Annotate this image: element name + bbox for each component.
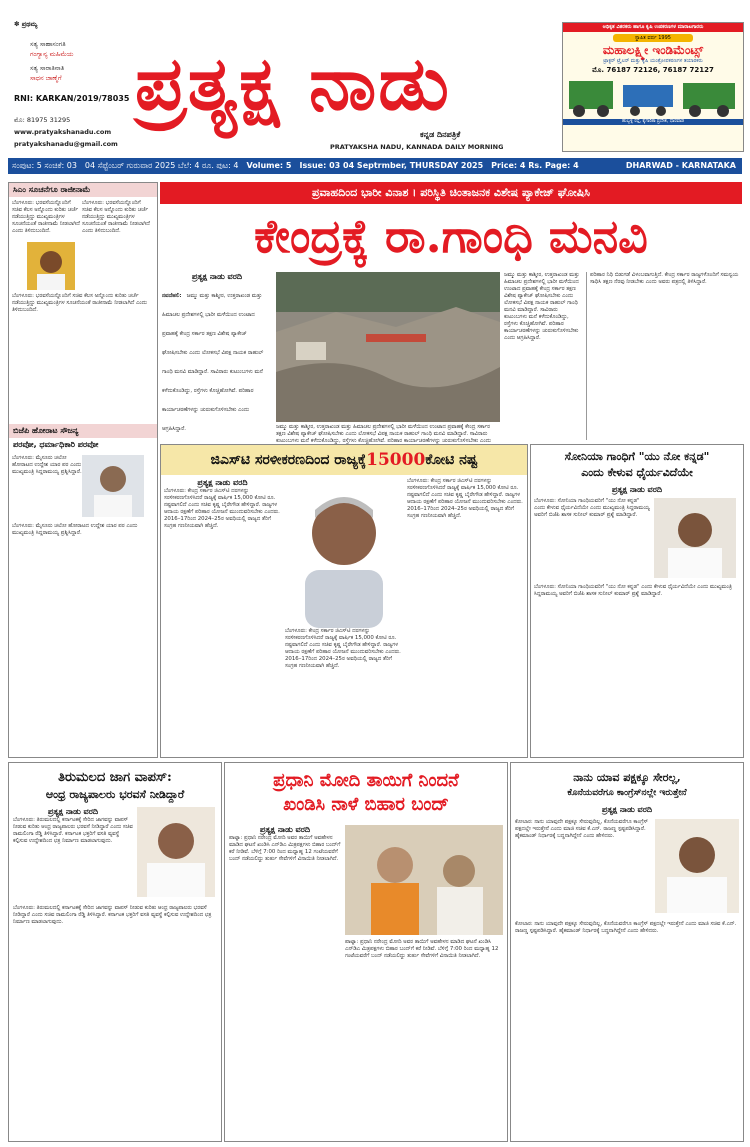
tirumala-byline: ಪ್ರತ್ಯಕ್ಷ ನಾಡು ವರದಿ <box>47 807 99 816</box>
ad-top-line: ಅಧಿಕೃತ ವಿತರಕರು ಹಾಗೂ ಕೃಷಿ ಉಪಕರಣಗಳ ಮಾರಾಟಗಾರರು <box>563 23 743 32</box>
masthead-tag: ✽ ಪ್ರಥಮ್ಯ <box>14 20 38 28</box>
motto-line-2: ಗಂಗ್ಯಾನ್ಯ ಮಹಿಮೆಯ <box>30 50 74 58</box>
congress-body-col1: ಕೋಲಾರ: ನಾನು ಯಾವುದೇ ಪಕ್ಷಕ್ಕೂ ಸೇರುವುದಿಲ್ಲ, ಕೊನೆಯವರೆಗೂ ಕಾಂಗ್ರೆಸ್ ಪಕ್ಷದಲ್ಲೇ ಇರುತ್ತೇನೆ ಎಂದು ಮಾಜಿ ಸಚಿವ ಕೆ.ಎನ್. ರಾಜಣ್ಣ ಸ್ಪಷ್ಟಪಡಿಸಿದ್ದಾರೆ. ಹೈಕಮಾಂಡ್ ನಿರ್ಧಾರಕ್ಕೆ ಬದ್ಧನಾಗಿದ್ದೇನೆ ಎಂದು ಹೇಳಿದರು. <box>515 819 649 839</box>
modi-body-col1: ಪಾಟ್ನಾ: ಪ್ರಧಾನಿ ನರೇಂದ್ರ ಮೋದಿ ಅವರ ತಾಯಿಗೆ ಅವಹೇಳನ ಮಾಡಿದ ಘಟನೆ ಖಂಡಿಸಿ ಎನ್‌ಡಿಎ ಮಿತ್ರಪಕ್ಷಗಳು ಬಿಹಾರ ಬಂದ್‌ಗೆ ಕರೆ ನೀಡಿವೆ. ಬೆಳಿಗ್ಗೆ 7:00 ರಿಂದ ಮಧ್ಯಾಹ್ನ 12 ಗಂಟೆಯವರೆಗೆ ಬಂದ್ ನಡೆಯಲಿದ್ದು ತುರ್ತು ಸೇವೆಗಳಿಗೆ ವಿನಾಯಿತಿ ನೀಡಲಾಗಿದೆ. <box>229 835 341 862</box>
left-item2-body: ಬೆಂಗಳೂರು: ಮೈಸೂರು ಚಲೋ ಹೋರಾಟದ ಉದ್ದೇಶ ಯಾರ ಪರ ಎಂದು ಮುಖ್ಯಮಂತ್ರಿ ಸಿದ್ದರಾಮಯ್ಯ ಪ್ರಶ್ನಿಸಿದ್ದಾರೆ. <box>12 455 82 475</box>
ad-business-name: ಮಹಾಲಕ್ಷ್ಮೀ ಇಂಡಿಮೆಂಟ್ಸ್ <box>602 43 704 57</box>
ad-tag: ಸ್ಥಾಪಿತ ವರ್ಷ 1995 <box>613 34 693 42</box>
tirumala-body-more: ಬೆಂಗಳೂರು: ತಿರುಮಲದಲ್ಲಿ ಕರ್ನಾಟಕಕ್ಕೆ ಸೇರಿದ ಜಾಗವನ್ನು ವಾಪಸ್ ನೀಡುವ ಕುರಿತು ಆಂಧ್ರ ರಾಜ್ಯಪಾಲರು ಭರವಸೆ ನೀಡಿದ್ದಾರೆ ಎಂದು ಸಚಿವ ರಾಮಲಿಂಗಾ ರೆಡ್ಡಿ ತಿಳಿಸಿದ್ದಾರೆ. ಕರ್ನಾಟಕ ಭಕ್ತರಿಗೆ ವಸತಿ ವ್ಯವಸ್ಥೆ ಕಲ್ಪಿಸುವ ಉದ್ದೇಶದಿಂದ ಛತ್ರ ನಿರ್ಮಾಣ ಮಾಡಲಾಗುವುದು. <box>13 905 212 925</box>
lead-flood-photo <box>276 272 500 422</box>
gst-headline-number: 15000 <box>366 450 426 470</box>
volume-english: Volume: 5 <box>246 161 292 170</box>
lead-kicker: ಪ್ರವಾಹದಿಂದ ಭಾರೀ ವಿನಾಶ । ಪರಿಸ್ಥಿತಿ ಚಿಂತಾಜನಕ ವಿಶೇಷ ಪ್ಯಾಕೇಜ್ ಘೋಷಿಸಿ <box>160 182 742 204</box>
gst-story <box>160 444 528 758</box>
advertisement <box>562 22 744 152</box>
congress-headline-2: ಕೊನೆಯವರೆಗೂ ಕಾಂಗ್ರೆಸ್‌ನಲ್ಲೇ ಇರುತ್ತೇನೆ <box>567 788 687 798</box>
ad-description: ಟ್ರಾಕ್ಟರ್ ಟ್ರೈಲರ್ ಮತ್ತು ಕೃಷಿ ಯಂತ್ರೋಪಕರಣಗಳ ತಯಾರಕರು <box>603 58 703 64</box>
gst-headline-part1: ಜಿಎಸ್‌ಟಿ ಸರಳೀಕರಣದಿಂದ ರಾಜ್ಯಕ್ಕೆ <box>210 452 367 468</box>
lead-text-column-2: ಜಮ್ಮು ಮತ್ತು ಕಾಶ್ಮೀರ, ಉತ್ತರಾಖಂಡ ಮತ್ತು ಹಿಮಾಚಲ ಪ್ರದೇಶಗಳಲ್ಲಿ ಭಾರೀ ಮಳೆಯಿಂದ ಉಂಟಾದ ಪ್ರವಾಹಕ್ಕೆ ಕೇಂದ್ರ ಸರ್ಕಾರ ತಕ್ಷಣ ವಿಶೇಷ ಪ್ಯಾಕೇಜ್ ಘೋಷಿಸಬೇಕು ಎಂದು ಲೋಕಸಭೆ ವಿಪಕ್ಷ ನಾಯಕ ರಾಹುಲ್ ಗಾಂಧಿ ಮನವಿ ಮಾಡಿದ್ದಾರೆ. ಸಾವಿರಾರು ಕುಟುಂಬಗಳು ಮನೆ ಕಳೆದುಕೊಂಡಿದ್ದು, ರಸ್ತೆಗಳು ಕೊಚ್ಚಿಹೋಗಿವೆ. ಪರಿಹಾರ ಕಾರ್ಯಾಚರಣೆಗಳನ್ನು ಚುರುಕುಗೊಳಿಸಬೇಕು ಎಂದು ಆಗ್ರಹಿಸಿದ್ದಾರೆ. <box>504 272 580 341</box>
lead-byline: ಪ್ರತ್ಯಕ್ಷ ನಾಡು ವರದಿ <box>191 272 243 281</box>
left-item1-body-more: ಬೆಂಗಳೂರು: ಭರವಸೆಯನ್ನೊಂದಿಗೆ ಸಚಿವ ಕೆಲಸ ಅನ್ನೊಂದು ಕುರಿತು ಚರ್ಚೆ ನಡೆಯುತ್ತಿದ್ದು ಮುಖ್ಯಮಂತ್ರಿಗಳ ಸೂಚನೆಯಂತೆ ರಾಜೀನಾಮೆ ನೀಡಲಾಗಿದೆ ಎಂದು ತಿಳಿದುಬಂದಿದೆ. <box>12 293 147 313</box>
tirumala-body-col1: ಬೆಂಗಳೂರು: ತಿರುಮಲದಲ್ಲಿ ಕರ್ನಾಟಕಕ್ಕೆ ಸೇರಿದ ಜಾಗವನ್ನು ವಾಪಸ್ ನೀಡುವ ಕುರಿತು ಆಂಧ್ರ ರಾಜ್ಯಪಾಲರು ಭರವಸೆ ನೀಡಿದ್ದಾರೆ ಎಂದು ಸಚಿವ ರಾಮಲಿಂಗಾ ರೆಡ್ಡಿ ತಿಳಿಸಿದ್ದಾರೆ. ಕರ್ನಾಟಕ ಭಕ್ತರಿಗೆ ವಸತಿ ವ್ಯವಸ್ಥೆ ಕಲ್ಪಿಸುವ ಉದ್ದೇಶದಿಂದ ಛತ್ರ ನಿರ್ಮಾಣ ಮಾಡಲಾಗುವುದು. <box>13 817 133 844</box>
sonia-body-more: ಬೆಂಗಳೂರು: ಸೋನಿಯಾ ಗಾಂಧಿಯವರಿಗೆ "ಯು ನೋ ಕನ್ನಡ" ಎಂದು ಕೇಳುವ ಧೈರ್ಯವಿದೆಯೇ ಎಂದು ಮುಖ್ಯಮಂತ್ರಿ ಸಿದ್ದರಾಮಯ್ಯ ಅವರಿಗೆ ಬಿಜೆಪಿ ಶಾಸಕ ಸುನೀಲ್ ಕುಮಾರ್ ಪ್ರಶ್ನೆ ಮಾಡಿದ್ದಾರೆ. <box>534 584 733 597</box>
gst-body-col1: ಬೆಂಗಳೂರು: ಕೇಂದ್ರ ಸರ್ಕಾರ ಜಿಎಸ್‌ಟಿ ದರಗಳನ್ನು ಸರಳೀಕರಣಗೊಳಿಸಿದರೆ ರಾಜ್ಯಕ್ಕೆ ವಾರ್ಷಿಕ 15,000 ಕೋಟಿ ರೂ. ನಷ್ಟವಾಗಲಿದೆ ಎಂದು ಸಚಿವ ಕೃಷ್ಣ ಬೈರೇಗೌಡ ಹೇಳಿದ್ದಾರೆ. ರಾಜ್ಯಗಳ ಆದಾಯ ರಕ್ಷಣೆಗೆ ಪರಿಹಾರ ಯೋಜನೆ ಮುಂದುವರಿಸಬೇಕು ಎಂದರು. 2016–17ರಿಂದ 2024–25ರ ಅವಧಿಯಲ್ಲಿ ರಾಜ್ಯದ ತೆರಿಗೆ ಸಂಗ್ರಹ ಗಣನೀಯವಾಗಿ ಹೆಚ್ಚಿದೆ. <box>164 488 280 529</box>
left-item2-photo <box>82 455 144 517</box>
subtitle-kannada: ಕನ್ನಡ ದಿನಪತ್ರಿಕೆ <box>420 130 461 139</box>
lead-headline: ಕೇಂದ್ರಕ್ಕೆ ರಾ.ಗಾಂಧಿ ಮನವಿ <box>254 209 648 263</box>
congress-leader-photo <box>655 819 739 913</box>
modi-photo <box>345 825 503 935</box>
modi-headline-1: ಪ್ರಧಾನಿ ಮೋದಿ ತಾಯಿಗೆ ನಿಂದನೆ <box>273 770 459 791</box>
lead-text-column-3: ಪರಿಹಾರ ನಿಧಿ ಬಿಡುಗಡೆ ವಿಳಂಬವಾಗುತ್ತಿದೆ. ಕೇಂದ್ರ ಸರ್ಕಾರ ರಾಜ್ಯಗಳೊಂದಿಗೆ ಸಮನ್ವಯ ಸಾಧಿಸಿ ತಕ್ಷಣ ನೆರವು ನೀಡಬೇಕು ಎಂದು ಅವರು ಪತ್ರದಲ್ಲಿ ತಿಳಿಸಿದ್ದಾರೆ. <box>586 272 742 440</box>
newspaper-title: ಪ್ರತ್ಯಕ್ಷ ನಾಡು <box>135 41 451 127</box>
price-english: Price: 4 Rs. Page: 4 <box>491 161 579 170</box>
place-label: DHARWAD - KARNATAKA <box>625 161 736 170</box>
lead-text-column-1 <box>162 272 272 440</box>
email-link[interactable]: pratyakshanadu@gmail.com <box>14 140 118 148</box>
left-column <box>8 182 158 758</box>
motto-line-3: ಸತ್ಯ ಸಾರಾತಿನಾತಿ <box>30 64 65 72</box>
modi-body-col2: ಪಾಟ್ನಾ: ಪ್ರಧಾನಿ ನರೇಂದ್ರ ಮೋದಿ ಅವರ ತಾಯಿಗೆ ಅವಹೇಳನ ಮಾಡಿದ ಘಟನೆ ಖಂಡಿಸಿ ಎನ್‌ಡಿಎ ಮಿತ್ರಪಕ್ಷಗಳು ಬಿಹಾರ ಬಂದ್‌ಗೆ ಕರೆ ನೀಡಿವೆ. ಬೆಳಿಗ್ಗೆ 7:00 ರಿಂದ ಮಧ್ಯಾಹ್ನ 12 ಗಂಟೆಯವರೆಗೆ ಬಂದ್ ನಡೆಯಲಿದ್ದು ತುರ್ತು ಸೇವೆಗಳಿಗೆ ವಿನಾಯಿತಿ ನೀಡಲಾಗಿದೆ. <box>345 939 499 959</box>
ad-machinery-image <box>563 75 743 119</box>
lead-photo-caption: ಜಮ್ಮು ಮತ್ತು ಕಾಶ್ಮೀರ, ಉತ್ತರಾಖಂಡ ಮತ್ತು ಹಿಮಾಚಲ ಪ್ರದೇಶಗಳಲ್ಲಿ ಭಾರೀ ಮಳೆಯಿಂದ ಉಂಟಾದ ಪ್ರವಾಹಕ್ಕೆ ಕೇಂದ್ರ ಸರ್ಕಾರ ತಕ್ಷಣ ವಿಶೇಷ ಪ್ಯಾಕೇಜ್ ಘೋಷಿಸಬೇಕು ಎಂದು ಲೋಕಸಭೆ ವಿಪಕ್ಷ ನಾಯಕ ರಾಹುಲ್ ಗಾಂಧಿ ಮನವಿ ಮಾಡಿದ್ದಾರೆ. ಸಾವಿರಾರು ಕುಟುಂಬಗಳು ಮನೆ ಕಳೆದುಕೊಂಡಿದ್ದು, ರಸ್ತೆಗಳು ಕೊಚ್ಚಿಹೋಗಿವೆ. ಪರಿಹಾರ ಕಾರ್ಯಾಚರಣೆಗಳನ್ನು ಚುರುಕುಗೊಳಿಸಬೇಕು ಎಂದು <box>276 424 491 444</box>
gst-byline: ಪ್ರತ್ಯಕ್ಷ ನಾಡು ವರದಿ <box>197 478 248 487</box>
tirumala-headline-1: ತಿರುಮಲದ ಜಾಗ ವಾಪಸ್: <box>58 770 172 785</box>
modi-headline-2: ಖಂಡಿಸಿ ನಾಳೆ ಬಿಹಾರ ಬಂದ್ <box>283 794 449 815</box>
congress-story <box>510 762 744 1142</box>
rni-number: RNI: KARKAN/2019/78035 <box>14 94 130 103</box>
contact-phone: ಮೊ: 81975 31295 <box>14 116 71 124</box>
gst-body-col3: ಬೆಂಗಳೂರು: ಕೇಂದ್ರ ಸರ್ಕಾರ ಜಿಎಸ್‌ಟಿ ದರಗಳನ್ನು ಸರಳೀಕರಣಗೊಳಿಸಿದರೆ ರಾಜ್ಯಕ್ಕೆ ವಾರ್ಷಿಕ 15,000 ಕೋಟಿ ರೂ. ನಷ್ಟವಾಗಲಿದೆ ಎಂದು ಸಚಿವ ಕೃಷ್ಣ ಬೈರೇಗೌಡ ಹೇಳಿದ್ದಾರೆ. ರಾಜ್ಯಗಳ ಆದಾಯ ರಕ್ಷಣೆಗೆ ಪರಿಹಾರ ಯೋಜನೆ ಮುಂದುವರಿಸಬೇಕು ಎಂದರು. 2016–17ರಿಂದ 2024–25ರ ಅವಧಿಯಲ್ಲಿ ರಾಜ್ಯದ ತೆರಿಗೆ ಸಂಗ್ರಹ ಗಣನೀಯವಾಗಿ ಹೆಚ್ಚಿದೆ. <box>407 478 523 519</box>
left-item2-body-more: ಬೆಂಗಳೂರು: ಮೈಸೂರು ಚಲೋ ಹೋರಾಟದ ಉದ್ದೇಶ ಯಾರ ಪರ ಎಂದು ಮುಖ್ಯಮಂತ್ರಿ ಸಿದ್ದರಾಮಯ್ಯ ಪ್ರಶ್ನಿಸಿದ್ದಾರೆ. <box>12 523 138 536</box>
congress-headline-1: ನಾನು ಯಾವ ಪಕ್ಷಕ್ಕೂ ಸೇರಲ್ಲ, <box>573 771 681 784</box>
gst-body-col2: ಬೆಂಗಳೂರು: ಕೇಂದ್ರ ಸರ್ಕಾರ ಜಿಎಸ್‌ಟಿ ದರಗಳನ್ನು ಸರಳೀಕರಣಗೊಳಿಸಿದರೆ ರಾಜ್ಯಕ್ಕೆ ವಾರ್ಷಿಕ 15,000 ಕೋಟಿ ರೂ. ನಷ್ಟವಾಗಲಿದೆ ಎಂದು ಸಚಿವ ಕೃಷ್ಣ ಬೈರೇಗೌಡ ಹೇಳಿದ್ದಾರೆ. ರಾಜ್ಯಗಳ ಆದಾಯ ರಕ್ಷಣೆಗೆ ಪರಿಹಾರ ಯೋಜನೆ ಮುಂದುವರಿಸಬೇಕು ಎಂದರು. 2016–17ರಿಂದ 2024–25ರ ಅವಧಿಯಲ್ಲಿ ರಾಜ್ಯದ ತೆರಿಗೆ ಸಂಗ್ರಹ ಗಣನೀಯವಾಗಿ ಹೆಚ್ಚಿದೆ. <box>285 628 401 669</box>
lead-dateline: ನವದೆಹಲಿ: <box>162 293 182 299</box>
left-item2-subhead: ಪರವೋ, ಧರ್ಮಾಧಿಕಾರಿ ಪರವೋ <box>13 440 99 449</box>
motto-line-4: ಸಾಧನ ಜಾಣ್ಮೆಗೆ <box>30 74 62 82</box>
issue-date-bar <box>8 158 742 174</box>
volume-kannada: ಸಂಪುಟ: 5 ಸಂಚಿಕೆ: 03 <box>12 161 77 170</box>
website-link[interactable]: www.pratyakshanadu.com <box>14 128 112 136</box>
left-item1-body-cont: ಬೆಂಗಳೂರು: ಭರವಸೆಯನ್ನೊಂದಿಗೆ ಸಚಿವ ಕೆಲಸ ಅನ್ನೊಂದು ಕುರಿತು ಚರ್ಚೆ ನಡೆಯುತ್ತಿದ್ದು ಮುಖ್ಯಮಂತ್ರಿಗಳ ಸೂಚನೆಯಂತೆ ರಾಜೀನಾಮೆ ನೀಡಲಾಗಿದೆ ಎಂದು ತಿಳಿದುಬಂದಿದೆ. <box>82 200 150 234</box>
modi-byline: ಪ್ರತ್ಯಕ್ಷ ನಾಡು ವರದಿ <box>259 825 311 834</box>
left-item1-headline: ಸಿಎಂ ಸೂಚನೆಗೂ ರಾಜೀನಾಮೆ <box>9 183 157 197</box>
sonia-story <box>530 444 744 758</box>
date-kannada: 04 ಸೆಪ್ಟೆಂಬರ್ ಗುರುವಾರ 2025 ಬೆಲೆ: 4 ರೂ. ಪುಟ: 4 <box>84 161 239 170</box>
sonia-photo <box>654 498 736 578</box>
tirumala-headline-2: ಆಂಧ್ರ ರಾಜ್ಯಪಾಲರು ಭರವಸೆ ನೀಡಿದ್ದಾರೆ <box>45 788 185 801</box>
gst-headline <box>161 445 527 475</box>
sonia-headline-1: ಸೋನಿಯಾ ಗಾಂಧಿಗೆ "ಯು ನೋ ಕನ್ನಡ" <box>564 450 710 463</box>
left-item2-headline: ಬಿಜೆಪಿ ಹೋರಾಟ ಸೌಜನ್ಯ <box>9 424 157 438</box>
subtitle-english: PRATYAKSHA NADU, KANNADA DAILY MORNING <box>330 143 504 151</box>
gst-minister-photo <box>285 478 403 628</box>
tirumala-minister-photo <box>137 807 215 897</box>
lead-body: ಜಮ್ಮು ಮತ್ತು ಕಾಶ್ಮೀರ, ಉತ್ತರಾಖಂಡ ಮತ್ತು ಹಿಮಾಚಲ ಪ್ರದೇಶಗಳಲ್ಲಿ ಭಾರೀ ಮಳೆಯಿಂದ ಉಂಟಾದ ಪ್ರವಾಹಕ್ಕೆ ಕೇಂದ್ರ ಸರ್ಕಾರ ತಕ್ಷಣ ವಿಶೇಷ ಪ್ಯಾಕೇಜ್ ಘೋಷಿಸಬೇಕು ಎಂದು ಲೋಕಸಭೆ ವಿಪಕ್ಷ ನಾಯಕ ರಾಹುಲ್ ಗಾಂಧಿ ಮನವಿ ಮಾಡಿದ್ದಾರೆ. ಸಾವಿರಾರು ಕುಟುಂಬಗಳು ಮನೆ ಕಳೆದುಕೊಂಡಿದ್ದು, ರಸ್ತೆಗಳು ಕೊಚ್ಚಿಹೋಗಿವೆ. ಪರಿಹಾರ ಕಾರ್ಯಾಚರಣೆಗಳನ್ನು ಚುರುಕುಗೊಳಿಸಬೇಕು ಎಂದು ಆಗ್ರಹಿಸಿದ್ದಾರೆ. <box>162 293 264 432</box>
modi-story <box>224 762 508 1142</box>
left-item1-body: ಬೆಂಗಳೂರು: ಭರವಸೆಯನ್ನೊಂದಿಗೆ ಸಚಿವ ಕೆಲಸ ಅನ್ನೊಂದು ಕುರಿತು ಚರ್ಚೆ ನಡೆಯುತ್ತಿದ್ದು ಮುಖ್ಯಮಂತ್ರಿಗಳ ಸೂಚನೆಯಂತೆ ರಾಜೀನಾಮೆ ನೀಡಲಾಗಿದೆ ಎಂದು ತಿಳಿದುಬಂದಿದೆ. <box>12 200 80 234</box>
congress-byline: ಪ್ರತ್ಯಕ್ಷ ನಾಡು ವರದಿ <box>601 805 653 814</box>
sonia-byline: ಪ್ರತ್ಯಕ್ಷ ನಾಡು ವರದಿ <box>611 485 663 494</box>
sonia-headline-2: ಎಂದು ಕೇಳುವ ಧೈರ್ಯವಿದೆಯೇ <box>581 466 693 479</box>
motto-line-1: ಸತ್ಯ ಸಾಹಾಸಂಗತಿ <box>30 40 66 48</box>
ad-address: ಹುಬ್ಬಳ್ಳಿ ರಸ್ತೆ, ಕೈಗಾರಿಕಾ ಪ್ರದೇಶ, ಧಾರವಾಡ <box>563 119 743 125</box>
left-item1-photo <box>27 242 75 290</box>
gst-headline-part2: ಕೋಟಿ ನಷ್ಟ <box>425 452 478 468</box>
ad-phones: ಮೊ. 76187 72126, 76187 72127 <box>592 66 714 74</box>
congress-body-more: ಕೋಲಾರ: ನಾನು ಯಾವುದೇ ಪಕ್ಷಕ್ಕೂ ಸೇರುವುದಿಲ್ಲ, ಕೊನೆಯವರೆಗೂ ಕಾಂಗ್ರೆಸ್ ಪಕ್ಷದಲ್ಲೇ ಇರುತ್ತೇನೆ ಎಂದು ಮಾಜಿ ಸಚಿವ ಕೆ.ಎನ್. ರಾಜಣ್ಣ ಸ್ಪಷ್ಟಪಡಿಸಿದ್ದಾರೆ. ಹೈಕಮಾಂಡ್ ನಿರ್ಧಾರಕ್ಕೆ ಬದ್ಧನಾಗಿದ್ದೇನೆ ಎಂದು ಹೇಳಿದರು. <box>515 921 737 934</box>
tirumala-story <box>8 762 222 1142</box>
sonia-body-col1: ಬೆಂಗಳೂರು: ಸೋನಿಯಾ ಗಾಂಧಿಯವರಿಗೆ "ಯು ನೋ ಕನ್ನಡ" ಎಂದು ಕೇಳುವ ಧೈರ್ಯವಿದೆಯೇ ಎಂದು ಮುಖ್ಯಮಂತ್ರಿ ಸಿದ್ದರಾಮಯ್ಯ ಅವರಿಗೆ ಬಿಜೆಪಿ ಶಾಸಕ ಸುನೀಲ್ ಕುಮಾರ್ ಪ್ರಶ್ನೆ ಮಾಡಿದ್ದಾರೆ. <box>534 498 650 518</box>
issue-english: Issue: 03 04 Septrmber, THURSDAY 2025 <box>299 161 484 170</box>
